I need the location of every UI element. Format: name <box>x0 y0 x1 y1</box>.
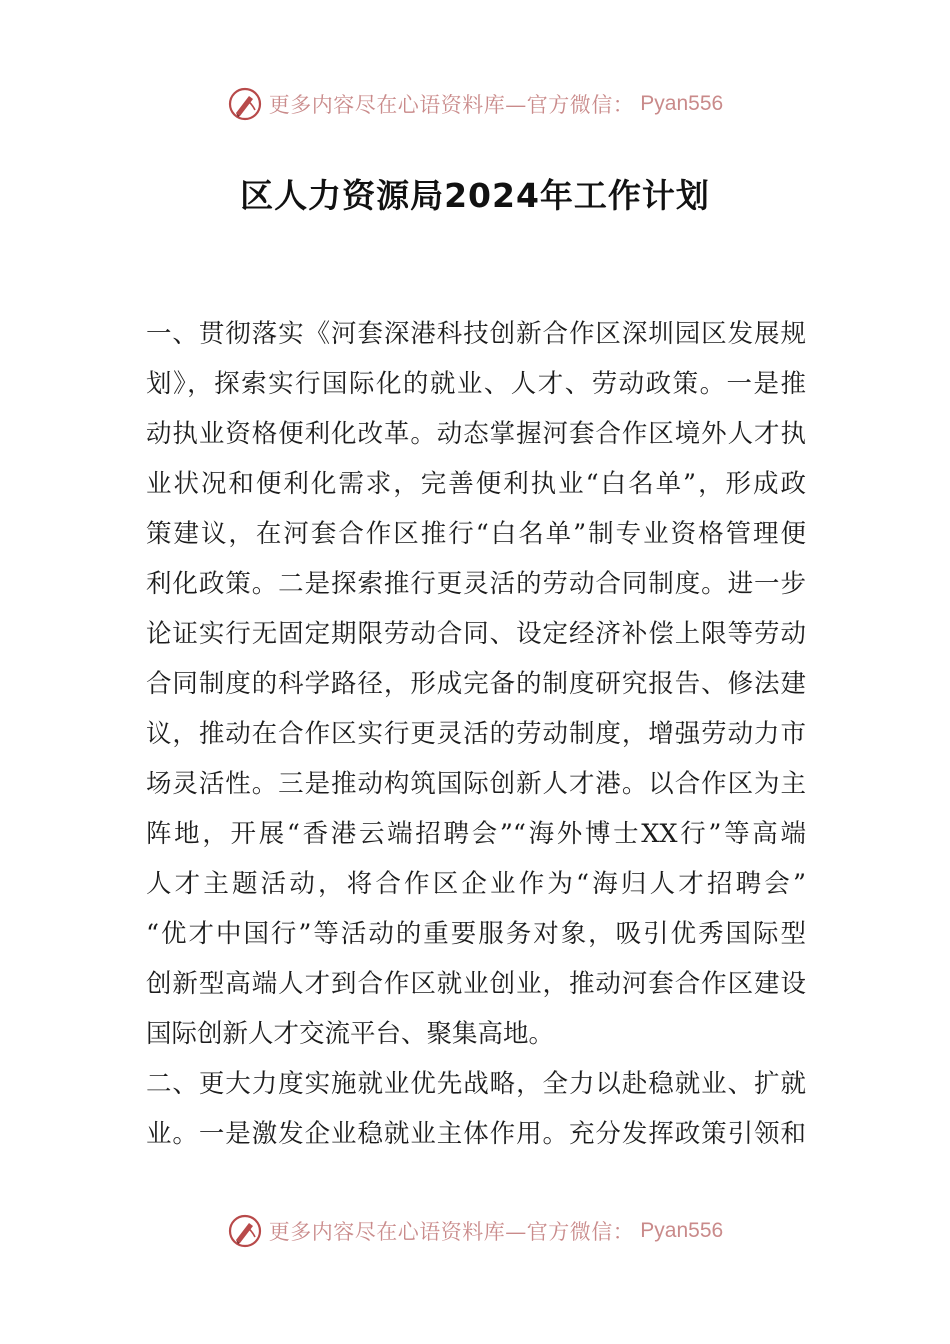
pen-logo-icon <box>227 1213 263 1249</box>
watermark-footer <box>0 1211 950 1251</box>
text-line: 国际创新人才交流平台、聚集高地。 <box>146 1019 555 1049</box>
text-line: “优才中国行”等活动的重要服务对象，吸引优秀国际型 <box>146 919 806 949</box>
watermark-text: 更多内容尽在心语资料库—官方微信： <box>268 1220 635 1244</box>
text-line: 创新型高端人才到合作区就业创业，推动河套合作区建设 <box>146 969 806 999</box>
page-title: 区人力资源局2024年工作计划 <box>240 176 710 215</box>
watermark-text: 更多内容尽在心语资料库—官方微信： <box>268 93 635 117</box>
text-line: 人才主题活动，将合作区企业作为“海归人才招聘会” <box>146 869 806 899</box>
text-line: 动执业资格便利化改革。动态掌握河套合作区境外人才执 <box>146 419 806 449</box>
text-line: 利化政策。二是探索推行更灵活的劳动合同制度。进一步 <box>146 569 806 599</box>
text-line: 论证实行无固定期限劳动合同、设定经济补偿上限等劳动 <box>146 619 806 649</box>
watermark-handle: Pyan556 <box>640 92 724 115</box>
text-line: 一、贯彻落实《河套深港科技创新合作区深圳园区发展规 <box>146 319 806 349</box>
text-line: 业。一是激发企业稳就业主体作用。充分发挥政策引领和 <box>146 1119 806 1149</box>
text-line: 场灵活性。三是推动构筑国际创新人才港。以合作区为主 <box>146 769 806 799</box>
text-line: 议，推动在合作区实行更灵活的劳动制度，增强劳动力市 <box>146 719 806 749</box>
text-line: 阵地，开展“香港云端招聘会”“海外博士XX行”等高端 <box>146 819 806 849</box>
watermark-handle: Pyan556 <box>640 1219 724 1242</box>
text-line: 二、更大力度实施就业优先战略，全力以赴稳就业、扩就 <box>146 1069 806 1099</box>
text-line: 合同制度的科学路径，形成完备的制度研究报告、修法建 <box>146 669 806 699</box>
watermark-header <box>0 84 950 124</box>
pen-logo-icon <box>227 86 263 122</box>
document-body <box>146 309 806 1159</box>
text-line: 策建议，在河套合作区推行“白名单”制专业资格管理便 <box>146 519 806 549</box>
text-line: 划》，探索实行国际化的就业、人才、劳动政策。一是推 <box>146 369 806 399</box>
text-line: 业状况和便利化需求，完善便利执业“白名单”，形成政 <box>146 469 806 499</box>
